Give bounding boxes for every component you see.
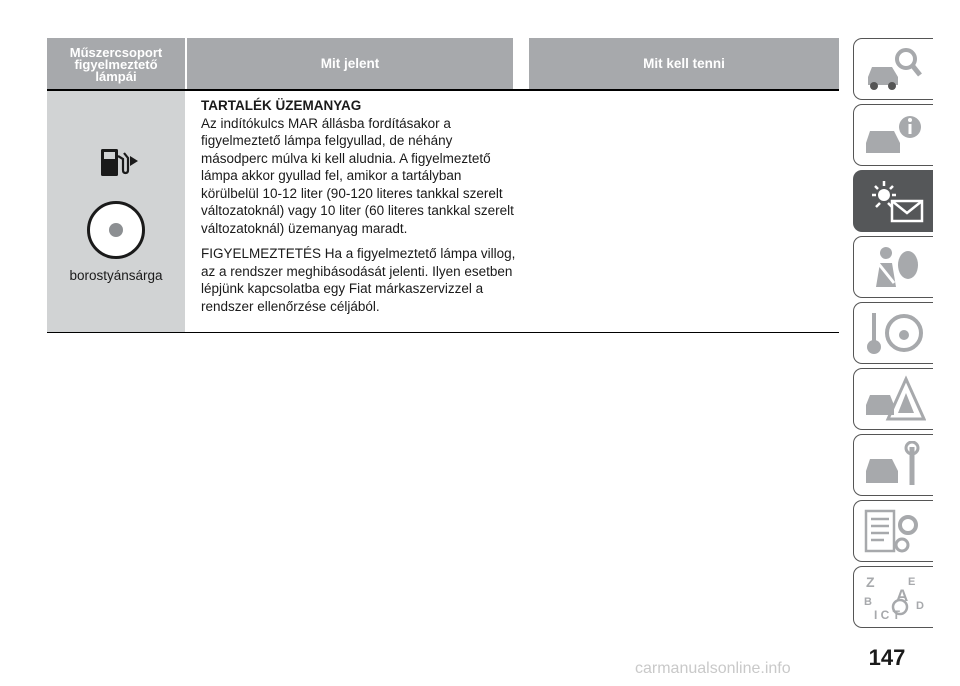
svg-text:E: E — [908, 576, 916, 588]
meaning-paragraph-2: FIGYELMEZTETÉS Ha a figyelmeztető lámpa villog, az a rendszer meghibásodását jelenti. Ilyen esetben lépjünk kapcsolatba egy Fiat márkaszervizzel a rendszer ellenőrzése céljából. — [201, 246, 516, 314]
amber-dot — [109, 223, 123, 237]
svg-text:D: D — [916, 600, 924, 612]
tab-car-info[interactable] — [853, 104, 933, 166]
tab-safety[interactable] — [853, 236, 933, 298]
tab-warning-lights[interactable] — [853, 170, 933, 232]
tab-emergency[interactable] — [853, 368, 933, 430]
header-instrument-lamps — [47, 38, 185, 89]
meaning-cell — [201, 97, 519, 315]
header-col1-line2: figyelmeztető — [74, 56, 158, 72]
svg-text:A: A — [896, 586, 909, 605]
svg-text:I C T: I C T — [874, 608, 900, 622]
key-steering-wheel-icon — [862, 309, 926, 359]
lamp-color-label: borostyánsárga — [69, 268, 163, 283]
fuel-pump-icon — [99, 146, 139, 178]
car-wrench-icon — [862, 441, 926, 491]
header-col1-line1: Műszercsoport — [69, 44, 163, 60]
car-search-icon — [862, 45, 926, 95]
warning-light-message-icon — [862, 177, 926, 227]
tab-maintenance[interactable] — [853, 434, 933, 496]
document-gear-icon — [862, 507, 926, 557]
meaning-paragraph-1: Az indítókulcs MAR állásba fordításakor a figyelmeztető lámpa felgyullad, de néhány másodperc múlva ki kell aludnia. A figyelmeztető lámpa akkor gyullad fel, amikor a tartályban körülbelül 10-12 liter (90-120 literes tankkal szerelt változatoknál) vagy 10 liter (60 literes tankkal szerelt változatoknál) üzemanyag maradt. — [201, 115, 514, 236]
alphabet-index-icon — [862, 573, 926, 623]
seatbelt-airbag-icon — [862, 243, 926, 293]
car-info-icon — [862, 111, 926, 161]
table-bottom-divider — [47, 332, 839, 333]
tab-car-search[interactable] — [853, 38, 933, 100]
warning-title: TARTALÉK ÜZEMANYAG — [201, 98, 362, 113]
header-col1-line3: lámpái — [95, 68, 137, 84]
tab-index[interactable] — [853, 566, 933, 628]
header-action: Mit kell tenni — [529, 38, 839, 89]
amber-color-indicator — [87, 201, 145, 259]
svg-text:B: B — [864, 596, 872, 608]
page-number: 147 — [868, 645, 906, 670]
header-meaning: Mit jelent — [187, 38, 513, 89]
lamp-cell — [47, 91, 185, 332]
tab-starting-driving[interactable] — [853, 302, 933, 364]
car-warning-triangle-icon — [862, 375, 926, 425]
svg-text:Z: Z — [866, 574, 875, 590]
tab-technical-data[interactable] — [853, 500, 933, 562]
watermark: carmanualsonline.info — [635, 660, 791, 677]
